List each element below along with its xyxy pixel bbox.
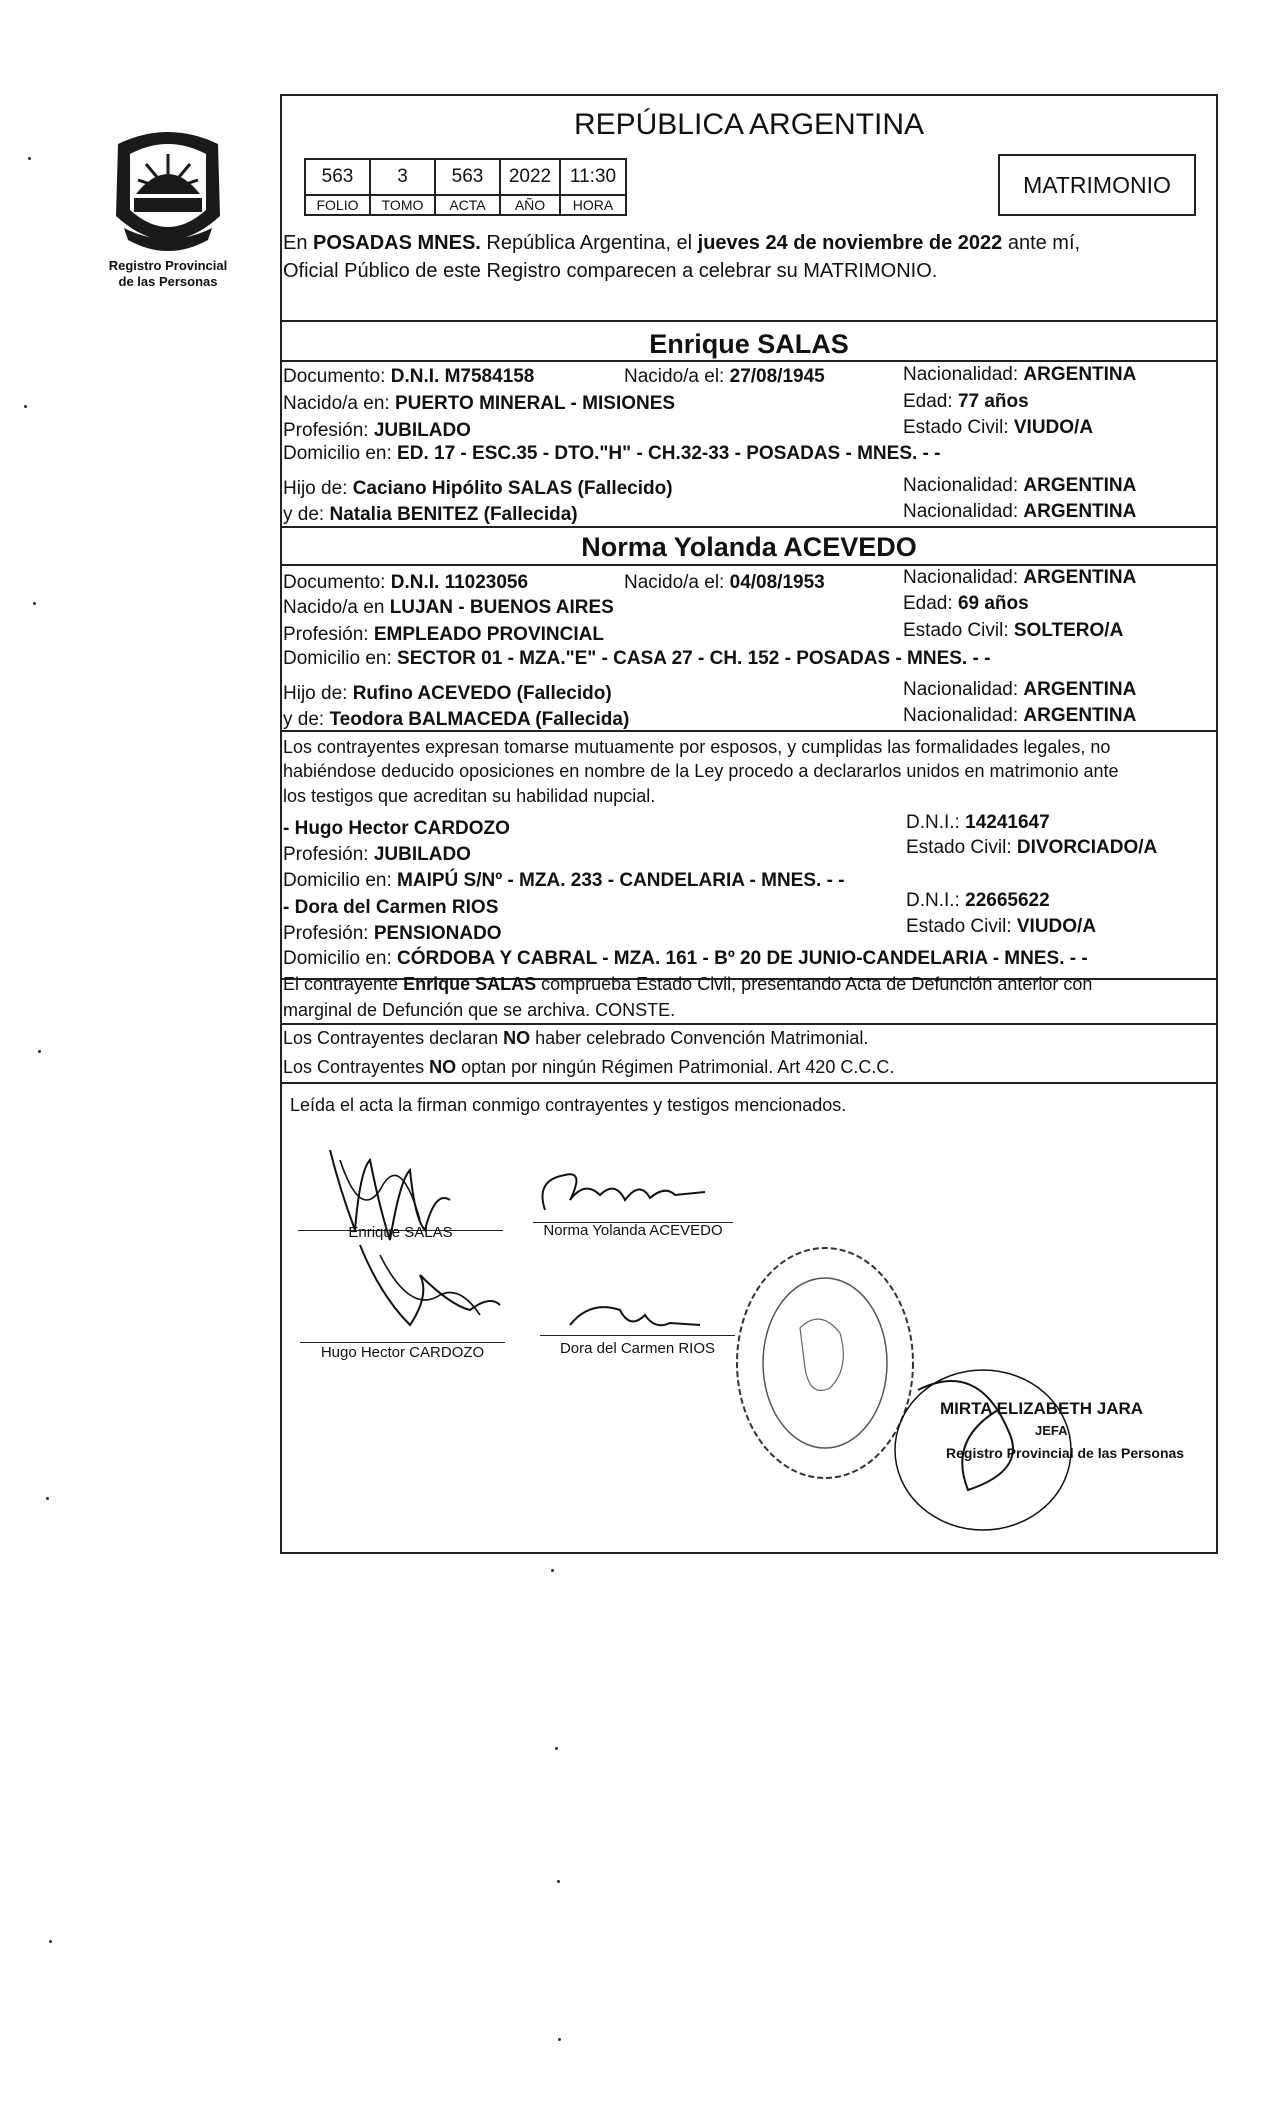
declaration-line-2: habiéndose deducido oposiciones en nombre de la Ley procedo a declararlos unidos en matrimonio ante xyxy=(283,761,1119,781)
scan-speck xyxy=(28,157,31,160)
bride-mother: y de: Teodora BALMACEDA (Fallecida) xyxy=(283,709,630,730)
groom-age: Edad: 77 años xyxy=(903,391,1029,412)
official-role: JEFA xyxy=(1035,1423,1068,1438)
scan-speck xyxy=(46,1497,49,1500)
official-name: MIRTA ELIZABETH JARA xyxy=(940,1399,1144,1418)
provincial-seal-icon xyxy=(108,124,228,258)
tomo-label: TOMO xyxy=(370,195,435,215)
scan-speck xyxy=(49,1940,52,1943)
bride-signature-icon xyxy=(525,1160,725,1230)
groom-birthplace: Nacido/a en: PUERTO MINERAL - MISIONES xyxy=(283,393,676,414)
closing-text: Leída el acta la firman conmigo contrayentes y testigos mencionados. xyxy=(290,1095,847,1115)
declaration-line-3: los testigos que acreditan su habilidad nupcial. xyxy=(283,786,656,806)
divider-civil-note-end xyxy=(280,1023,1218,1025)
groom-document: Documento: D.N.I. M7584158 xyxy=(283,366,535,387)
bride-name: Norma Yolanda ACEVEDO xyxy=(581,532,917,562)
bride-birthdate: Nacido/a el: 04/08/1953 xyxy=(624,572,825,593)
declaration-line-1: Los contrayentes expresan tomarse mutuamente por esposos, y cumplidas las formalidades legales, no xyxy=(283,737,1111,757)
country-title: REPÚBLICA ARGENTINA xyxy=(573,108,925,141)
regime-line-1: Los Contrayentes declaran NO haber celebrado Convención Matrimonial. xyxy=(283,1028,869,1048)
bride-mother-nationality: Nacionalidad: ARGENTINA xyxy=(903,705,1137,726)
groom-profession: Profesión: JUBILADO xyxy=(283,420,471,441)
scan-speck xyxy=(555,1747,558,1750)
groom-father: Hijo de: Caciano Hipólito SALAS (Fallecido) xyxy=(283,478,673,499)
witness-1-signature-icon xyxy=(340,1235,510,1345)
divider-bride-name xyxy=(280,564,1218,566)
bride-civil-status: Estado Civil: SOLTERO/A xyxy=(903,620,1124,641)
witness-1-address: Domicilio en: MAIPÚ S/Nº - MZA. 233 - CANDELARIA - MNES. - - xyxy=(283,870,845,891)
act-type-box: MATRIMONIO xyxy=(998,154,1196,216)
witness-1-profession: Profesión: JUBILADO xyxy=(283,844,471,865)
scan-speck xyxy=(24,405,27,408)
witness-2-profession: Profesión: PENSIONADO xyxy=(283,923,502,944)
hora-label: HORA xyxy=(560,195,626,215)
scan-speck xyxy=(558,2038,561,2041)
divider-regime-end xyxy=(280,1082,1218,1084)
intro-line-1: En POSADAS MNES. República Argentina, el jueves 24 de noviembre de 2022 ante mí, xyxy=(283,232,1081,254)
witness-2-signature-line xyxy=(540,1335,735,1336)
bride-father: Hijo de: Rufino ACEVEDO (Fallecido) xyxy=(283,683,612,704)
hora-value: 11:30 xyxy=(560,159,626,195)
witness-2-signature-icon xyxy=(560,1295,710,1340)
groom-signature-label: Enrique SALAS xyxy=(348,1224,453,1241)
witness-1-civil-status: Estado Civil: DIVORCIADO/A xyxy=(906,837,1158,858)
scan-speck xyxy=(33,602,36,605)
witness-1-signature-line xyxy=(300,1342,505,1343)
groom-mother: y de: Natalia BENITEZ (Fallecida) xyxy=(283,504,578,525)
witness-2-address: Domicilio en: CÓRDOBA Y CABRAL - MZA. 161 - Bº 20 DE JUNIO-CANDELARIA - MNES. - - xyxy=(283,948,1088,969)
groom-birthdate: Nacido/a el: 27/08/1945 xyxy=(624,366,825,387)
witness-2-civil-status: Estado Civil: VIUDO/A xyxy=(906,916,1097,937)
civil-note-line-1: El contrayente Enrique SALAS comprueba Estado Civil, presentando Acta de Defunción anterior con xyxy=(283,974,1093,994)
scan-speck xyxy=(38,1050,41,1053)
bride-nationality: Nacionalidad: ARGENTINA xyxy=(903,567,1137,588)
act-meta-table xyxy=(304,158,627,216)
witness-2-dni: D.N.I.: 22665622 xyxy=(906,890,1050,911)
bride-age: Edad: 69 años xyxy=(903,593,1029,614)
logo-caption-line1: Registro Provincial xyxy=(108,258,228,273)
regime-line-2: Los Contrayentes NO optan por ningún Régimen Patrimonial. Art 420 C.C.C. xyxy=(283,1057,895,1077)
groom-name: Enrique SALAS xyxy=(649,329,849,359)
anio-value: 2022 xyxy=(500,159,560,195)
witness-1-signature-label: Hugo Hector CARDOZO xyxy=(320,1344,485,1361)
witness-2-signature-label: Dora del Carmen RIOS xyxy=(559,1340,716,1357)
official-office: Registro Provincial de las Personas xyxy=(946,1445,1185,1461)
divider-groom-name xyxy=(280,360,1218,362)
bride-document: Documento: D.N.I. 11023056 xyxy=(283,572,529,593)
groom-civil-status: Estado Civil: VIUDO/A xyxy=(903,417,1094,438)
bride-profession: Profesión: EMPLEADO PROVINCIAL xyxy=(283,624,604,645)
witness-1-dni: D.N.I.: 14241647 xyxy=(906,812,1050,833)
bride-address: Domicilio en: SECTOR 01 - MZA."E" - CASA 27 - CH. 152 - POSADAS - MNES. - - xyxy=(283,648,991,669)
folio-label: FOLIO xyxy=(305,195,370,215)
groom-father-nationality: Nacionalidad: ARGENTINA xyxy=(903,475,1137,496)
logo-caption xyxy=(88,258,248,290)
bride-birthplace: Nacido/a en LUJAN - BUENOS AIRES xyxy=(283,597,614,618)
groom-mother-nationality: Nacionalidad: ARGENTINA xyxy=(903,501,1137,522)
groom-address: Domicilio en: ED. 17 - ESC.35 - DTO."H" - CH.32-33 - POSADAS - MNES. - - xyxy=(283,443,941,464)
scan-speck xyxy=(557,1880,560,1883)
acta-label: ACTA xyxy=(435,195,500,215)
divider-groom-end xyxy=(280,526,1218,528)
anio-label: AÑO xyxy=(500,195,560,215)
intro-line-2: Oficial Público de este Registro comparecen a celebrar su MATRIMONIO. xyxy=(283,260,938,282)
witness-1-name: - Hugo Hector CARDOZO xyxy=(283,818,510,839)
bride-signature-label: Norma Yolanda ACEVEDO xyxy=(543,1222,723,1239)
tomo-value: 3 xyxy=(370,159,435,195)
logo-caption-line2: de las Personas xyxy=(118,274,218,289)
groom-nationality: Nacionalidad: ARGENTINA xyxy=(903,364,1137,385)
scan-speck xyxy=(551,1569,554,1572)
acta-value: 563 xyxy=(435,159,500,195)
folio-value: 563 xyxy=(305,159,370,195)
divider-header xyxy=(280,320,1218,322)
witness-2-name: - Dora del Carmen RIOS xyxy=(283,897,499,918)
bride-father-nationality: Nacionalidad: ARGENTINA xyxy=(903,679,1137,700)
civil-note-line-2: marginal de Defunción que se archiva. CONSTE. xyxy=(283,1000,676,1020)
